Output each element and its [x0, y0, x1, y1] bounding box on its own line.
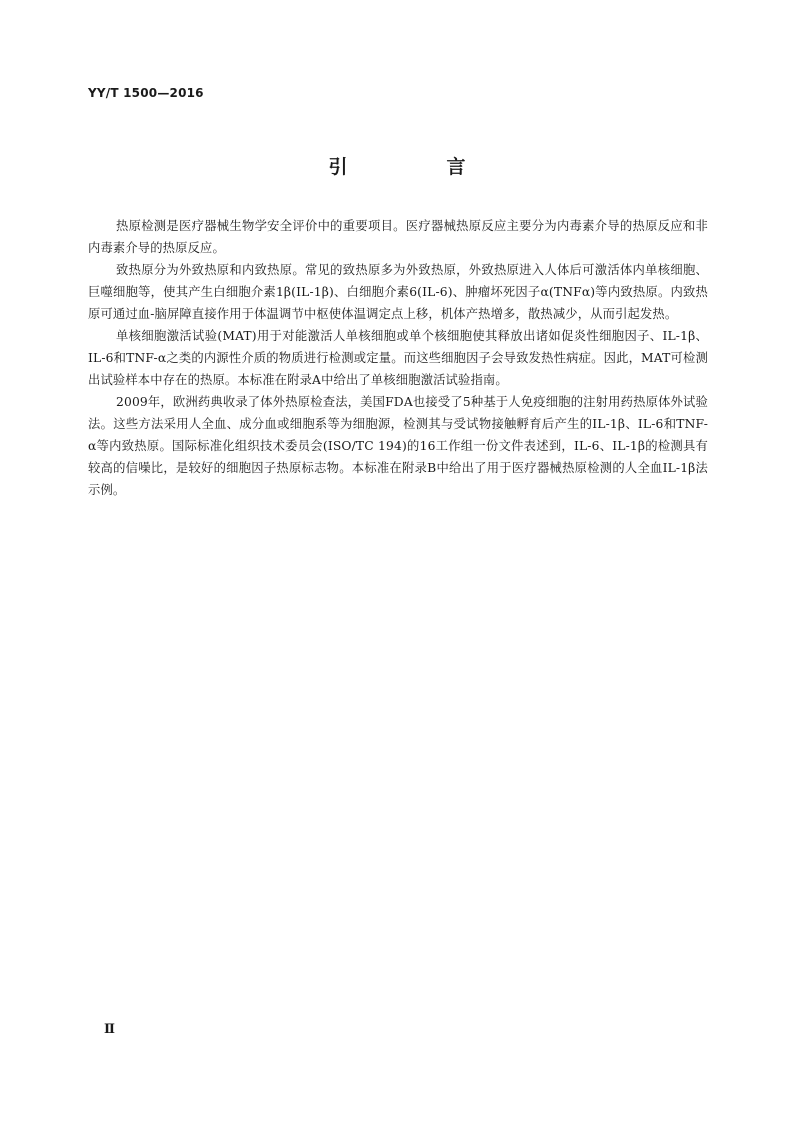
- page-number: Ⅱ: [104, 1022, 115, 1037]
- standard-code: YY/T 1500—2016: [88, 86, 204, 100]
- paragraph-2: 致热原分为外致热原和内致热原。常见的致热原多为外致热原，外致热原进入人体后可激活体内单核细胞、巨噬细胞等，使其产生白细胞介素1β(IL-1β)、白细胞介素6(IL-6)、肿瘤坏死因子α(TNFα)等内致热原。内致热原可通过血-脑屏障直接作用于体温调节中枢使体温调定点上移，机体产热增多，散热减少，从而引起发热。: [88, 263, 708, 321]
- paragraph-4: 2009年，欧洲药典收录了体外热原检查法，美国FDA也接受了5种基于人免疫细胞的注射用药热原体外试验法。这些方法采用人全血、成分血或细胞系等为细胞源，检测其与受试物接触孵育后产生的IL-1β、IL-6和TNF-α等内致热原。国际标准化组织技术委员会(ISO/TC 194)的16工作组一份文件表述到，IL-6、IL-1β的检测具有较高的信噪比，是较好的细胞因子热原标志物。本标准在附录B中给出了用于医疗器械热原检测的人全血IL-1β法示例。: [88, 395, 708, 497]
- introduction-body: [88, 215, 708, 501]
- paragraph-1: 热原检测是医疗器械生物学安全评价中的重要项目。医疗器械热原反应主要分为内毒素介导的热原反应和非内毒素介导的热原反应。: [88, 219, 708, 255]
- page-title: 引 言: [328, 156, 506, 178]
- paragraph-3: 单核细胞激活试验(MAT)用于对能激活人单核细胞或单个核细胞使其释放出诸如促炎性细胞因子、IL-1β、IL-6和TNF-α之类的内源性介质的物质进行检测或定量。而这些细胞因子会导致发热性病症。因此，MAT可检测出试验样本中存在的热原。本标准在附录A中给出了单核细胞激活试验指南。: [88, 329, 708, 387]
